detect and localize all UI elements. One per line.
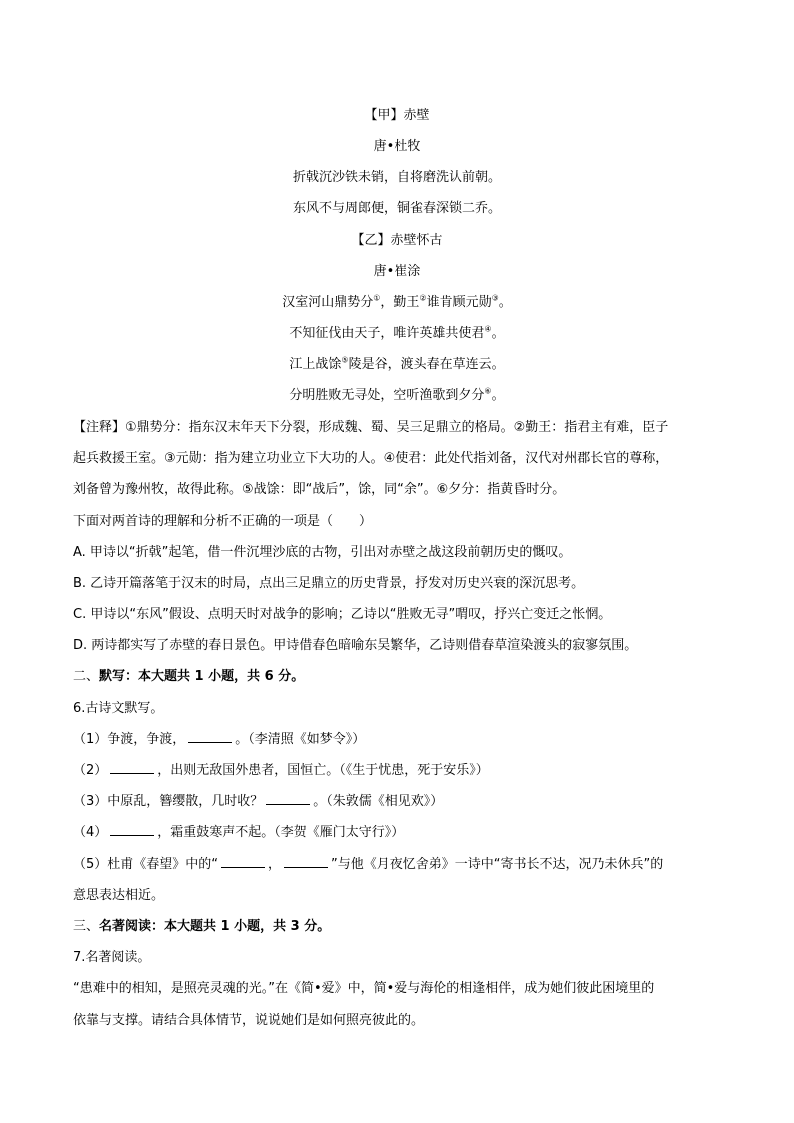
question-stem: 下面对两首诗的理解和分析不正确的一项是（ ） xyxy=(73,514,373,529)
note-marker: ③ xyxy=(491,293,499,303)
poem-b-line-3 xyxy=(0,353,794,372)
heading-text: 分。 xyxy=(304,919,331,934)
option-b: B. 乙诗开篇落笔于汉末的时局，点出三足鼎立的历史背景，抒发对历史兴衰的深沉思考。 xyxy=(73,576,585,591)
heading-text: 小题，共 xyxy=(234,919,287,934)
question-7-title: 7.名著阅读。 xyxy=(73,950,151,965)
dictation-item-4 xyxy=(73,821,404,840)
heading-score: 3 xyxy=(286,919,305,934)
note-marker: ① xyxy=(373,293,381,303)
poem-b-author: 唐•崔涂 xyxy=(373,264,421,279)
answer-blank[interactable] xyxy=(110,763,154,774)
poem-text: 。 xyxy=(491,326,505,341)
poem-text: ，勤王 xyxy=(380,295,420,310)
option-d: D. 两诗都实写了赤壁的春日景色。甲诗借春色暗喻东吴繁华，乙诗则借春草渲染渡头的寂寥氛围。 xyxy=(73,638,638,653)
poem-b-title: 【乙】赤壁怀古 xyxy=(351,233,443,248)
question-7-line-1: “患难中的相知，是照亮灵魂的光。”在《简•爱》中，简•爱与海伦的相逢相伴，成为她们彼此困境里的 xyxy=(73,981,655,996)
heading-text: 名著阅读：本大题共 xyxy=(99,919,217,934)
dictation-item-3 xyxy=(73,790,443,809)
poem-text: 。 xyxy=(498,295,512,310)
section-2-heading xyxy=(73,665,304,684)
heading-count: 1 xyxy=(216,919,235,934)
dictation-item-5 xyxy=(73,853,663,872)
option-a: A. 甲诗以“折戟”起笔，借一件沉埋沙底的古物，引出对赤壁之战这段前朝历史的慨叹。 xyxy=(73,545,572,560)
heading-number: 二、 xyxy=(73,669,100,684)
heading-number: 三、 xyxy=(73,919,100,934)
section-3-heading xyxy=(73,915,330,934)
dictation-item-1 xyxy=(73,728,365,747)
poem-a-title: 【甲】赤壁 xyxy=(364,108,430,123)
heading-text: 默写：本大题共 xyxy=(99,669,191,684)
option-c: C. 甲诗以“东风”假设、点明天时对战争的影响；乙诗以“胜败无寻”喟叹，抒兴亡变迁之怅惘。 xyxy=(73,607,612,622)
note-marker: ② xyxy=(419,293,427,303)
poem-b-line-4 xyxy=(0,384,794,403)
note-marker: ④ xyxy=(484,324,492,334)
poem-text: 江上战馀 xyxy=(289,357,342,372)
dictation-text: 。（朱敦儒《相见欢》） xyxy=(313,794,444,809)
question-7-line-2: 依靠与支撑。请结合具体情节，说说她们是如何照亮彼此的。 xyxy=(73,1013,425,1028)
dictation-item-2 xyxy=(73,759,489,778)
dictation-text: ”与他《月夜忆舍弟》一诗中“寄书长不达，况乃未休兵”的 xyxy=(331,857,664,872)
answer-blank[interactable] xyxy=(110,825,154,836)
note-marker: ⑤ xyxy=(341,355,349,365)
answer-blank[interactable] xyxy=(221,857,265,868)
poem-text: 汉室河山鼎势分 xyxy=(282,295,374,310)
notes-line-2: 起兵救援王室。③元勋：指为建立功业立下大功的人。④使君：此处代指刘备，汉代对州郡长官的尊称， xyxy=(73,451,669,466)
dictation-text: ， xyxy=(268,857,282,872)
poem-text: 。 xyxy=(491,388,505,403)
poem-a-author: 唐•杜牧 xyxy=(373,139,421,154)
poem-b-line-1 xyxy=(0,291,794,310)
poem-text: 分明胜败无寻处，空听渔歌到夕分 xyxy=(289,388,485,403)
dictation-text: （1）争渡，争渡， xyxy=(73,732,186,747)
poem-a-line-2: 东风不与周郎便，铜雀春深锁二乔。 xyxy=(292,201,501,216)
heading-text: 分。 xyxy=(278,669,305,684)
dictation-text: （3）中原乱，簪缨散，几时收？ xyxy=(73,794,264,809)
answer-blank[interactable] xyxy=(266,794,310,805)
poem-text: 谁肯顾元勋 xyxy=(426,295,492,310)
notes-line-3: 刘备曾为豫州牧，故得此称。⑤战馀：即“战后”，馀，同“余”。⑥夕分：指黄昏时分。 xyxy=(73,482,566,497)
heading-text: 小题，共 xyxy=(208,669,261,684)
note-marker: ⑥ xyxy=(484,386,492,396)
answer-blank[interactable] xyxy=(188,732,232,743)
poem-text: 陵是谷，渡头春在草连云。 xyxy=(348,357,505,372)
dictation-text: （5）杜甫《春望》中的“ xyxy=(73,857,219,872)
poem-b-line-2 xyxy=(0,322,794,341)
dictation-item-5-cont: 意思表达相近。 xyxy=(73,888,165,903)
heading-count: 1 xyxy=(190,669,209,684)
notes-line-1: 【注释】①鼎势分：指东汉末年天下分裂，形成魏、蜀、吴三足鼎立的格局。②勤王：指君主有难，臣子 xyxy=(73,420,669,435)
dictation-text: 。（李清照《如梦令》） xyxy=(235,732,366,747)
dictation-text: （4） xyxy=(73,825,108,840)
dictation-text: ，出则无敌国外患者，国恒亡。（《生于忧患，死于安乐》） xyxy=(157,763,489,778)
dictation-text: ，霜重鼓寒声不起。（李贺《雁门太守行》） xyxy=(157,825,405,840)
heading-score: 6 xyxy=(260,669,279,684)
question-6-title: 6.古诗文默写。 xyxy=(73,701,164,716)
poem-text: 不知征伐由天子，唯许英雄共使君 xyxy=(289,326,485,341)
dictation-text: （2） xyxy=(73,763,108,778)
poem-a-line-1: 折戟沉沙铁未销，自将磨洗认前朝。 xyxy=(292,170,501,185)
answer-blank[interactable] xyxy=(284,857,328,868)
